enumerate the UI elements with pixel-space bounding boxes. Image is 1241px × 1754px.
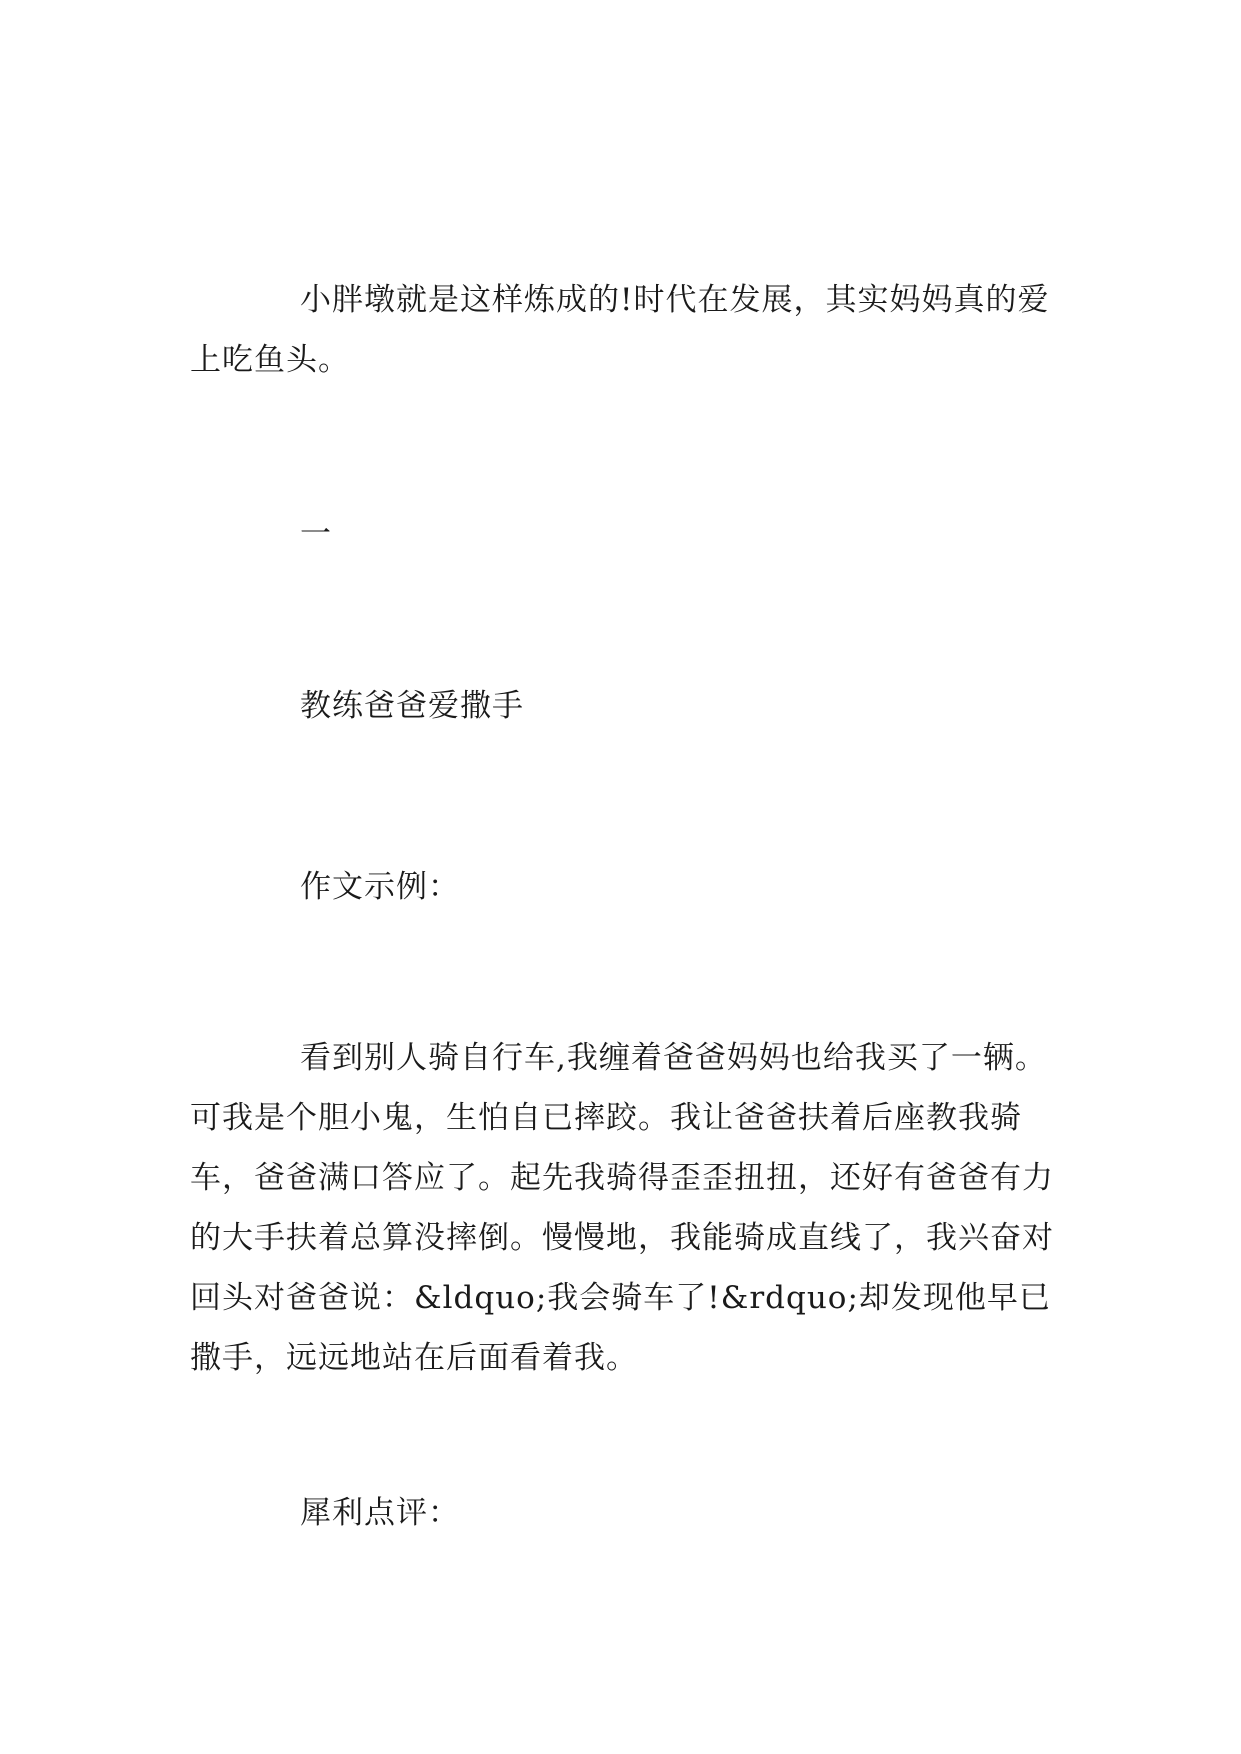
section-title: 教练爸爸爱撒手	[300, 688, 524, 724]
paragraph-intro: 小胖墩就是这样炼成的!时代在发展，其实妈妈真的爱上吃鱼头。	[190, 282, 1050, 378]
example-heading: 作文示例：	[300, 869, 460, 905]
review-heading: 犀利点评：	[300, 1495, 460, 1531]
example-body: 看到别人骑自行车,我缠着爸爸妈妈也给我买了一辆。可我是个胆小鬼，生怕自已摔跤。我让爸爸扶着后座教我骑车，爸爸满口答应了。起先我骑得歪歪扭扭，还好有爸爸有力的大手扶着总算没摔倒。慢慢地，我能骑成直线了，我兴奋对回头对爸爸说：&ldquo;我会骑车了!&rdquo;却发现他早已撒手，远远地站在后面看着我。	[190, 1040, 1054, 1376]
section-number: 一	[300, 516, 332, 552]
